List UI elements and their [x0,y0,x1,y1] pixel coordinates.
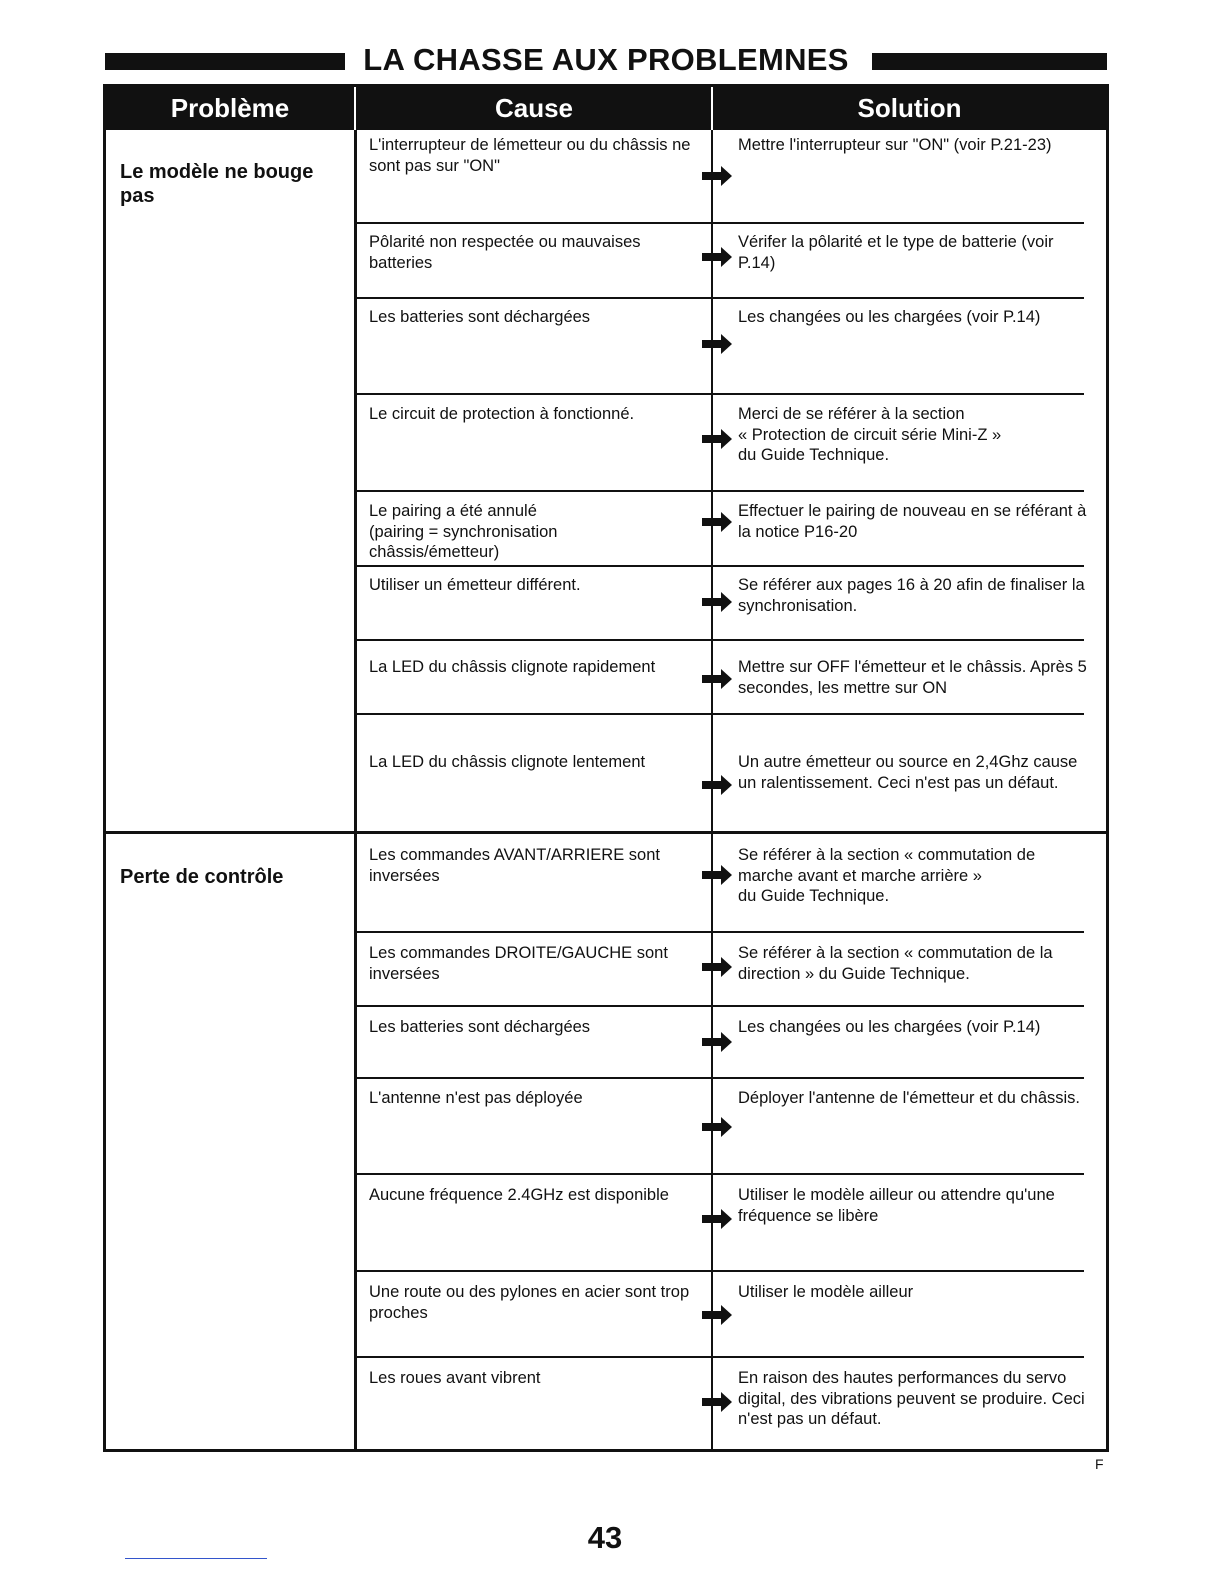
solution-text: Les changées ou les chargées (voir P.14) [738,308,1041,326]
arrow-right-icon [702,334,732,354]
cause-text: Les batteries sont déchargées [369,308,591,326]
arrow-right-icon [702,1032,732,1052]
solution-text: Merci de se référer à la section « Protection de circuit série Mini-Z » du Guide Technique. [738,405,1002,464]
solution-text: Utiliser le modèle ailleur ou attendre qu'une fréquence se libère [738,1186,1055,1225]
cause-text: Les commandes DROITE/GAUCHE sont inversées [369,944,668,983]
arrow-right-icon [702,957,732,977]
solution-text: Un autre émetteur ou source en 2,4Ghz cause un ralentissement. Ceci n'est pas un défaut. [738,753,1078,792]
cause-text: La LED du châssis clignote rapidement [369,658,656,676]
language-marker: F [1095,1456,1104,1472]
row-separator [357,1356,1084,1358]
solution-text: En raison des hautes performances du servo digital, des vibrations peuvent se produire. Ceci n'est pas un défaut. [738,1369,1085,1428]
solution-text: Se référer aux pages 16 à 20 afin de finaliser la synchronisation. [738,576,1085,615]
arrow-right-icon [702,166,732,186]
row-separator [357,297,1084,299]
row-separator [357,565,1084,567]
arrow-right-icon [702,865,732,885]
solution-text: Vérifer la pôlarité et le type de batterie (voir P.14) [738,233,1054,272]
page-number: 43 [587,1520,623,1555]
solution-text: Effectuer le pairing de nouveau en se référant à la notice P16-20 [738,502,1087,541]
cause-text: Les roues avant vibrent [369,1369,541,1387]
solution-text: Utiliser le modèle ailleur [738,1283,914,1301]
page-title: LA CHASSE AUX PROBLEMNES [351,42,860,77]
header-cause: Cause [494,93,574,123]
row-separator [357,713,1084,715]
row-separator [357,222,1084,224]
problem-column-divider [354,130,357,1449]
arrow-right-icon [702,1305,732,1325]
arrow-right-icon [702,775,732,795]
row-separator [357,490,1084,492]
header-divider [354,87,356,130]
solution-text: Les changées ou les chargées (voir P.14) [738,1018,1041,1036]
cause-text: Pôlarité non respectée ou mauvaises batteries [369,233,641,272]
arrow-right-icon [702,1209,732,1229]
title-bar [105,42,1107,77]
row-separator [357,931,1084,933]
arrow-right-icon [702,669,732,689]
troubleshooting-table [103,84,1109,1452]
header-problem: Problème [170,93,290,123]
arrow-right-icon [702,1117,732,1137]
header-solution: Solution [857,93,962,123]
cause-text: Aucune fréquence 2.4GHz est disponible [369,1186,669,1204]
cause-text: L'interrupteur de lémetteur ou du châssis ne sont pas sur "ON" [369,136,691,175]
row-separator [357,639,1084,641]
cause-text: Les batteries sont déchargées [369,1018,591,1036]
arrow-right-icon [702,512,732,532]
cause-text: Le pairing a été annulé (pairing = synchronisation châssis/émetteur) [369,502,558,561]
solution-text: Se référer à la section « commutation de marche avant et marche arrière » du Guide Technique. [738,846,1036,905]
solution-text: Déployer l'antenne de l'émetteur et du châssis. [738,1089,1080,1107]
cause-text: L'antenne n'est pas déployée [369,1089,583,1107]
cause-text: Les commandes AVANT/ARRIERE sont inversées [369,846,660,885]
footer-rule [125,1558,267,1559]
group-separator [106,831,1106,834]
row-separator [357,1077,1084,1079]
arrow-right-icon [702,592,732,612]
solution-text: Se référer à la section « commutation de la direction » du Guide Technique. [738,944,1053,983]
cause-text: Une route ou des pylones en acier sont trop proches [369,1283,690,1322]
row-separator [357,1173,1084,1175]
problem-label: Le modèle ne bouge pas [120,161,314,207]
cause-text: Le circuit de protection à fonctionné. [369,405,635,423]
arrow-right-icon [702,1392,732,1412]
row-separator [357,393,1084,395]
row-separator [357,1270,1084,1272]
row-separator [357,1005,1084,1007]
solution-text: Mettre l'interrupteur sur "ON" (voir P.21-23) [738,136,1052,154]
cause-text: Utiliser un émetteur différent. [369,576,581,594]
solution-text: Mettre sur OFF l'émetteur et le châssis. Après 5 secondes, les mettre sur ON [738,658,1087,697]
cause-text: La LED du châssis clignote lentement [369,753,646,771]
problem-label: Perte de contrôle [120,866,284,888]
arrow-right-icon [702,429,732,449]
table-header [106,87,1106,130]
arrow-right-icon [702,247,732,267]
